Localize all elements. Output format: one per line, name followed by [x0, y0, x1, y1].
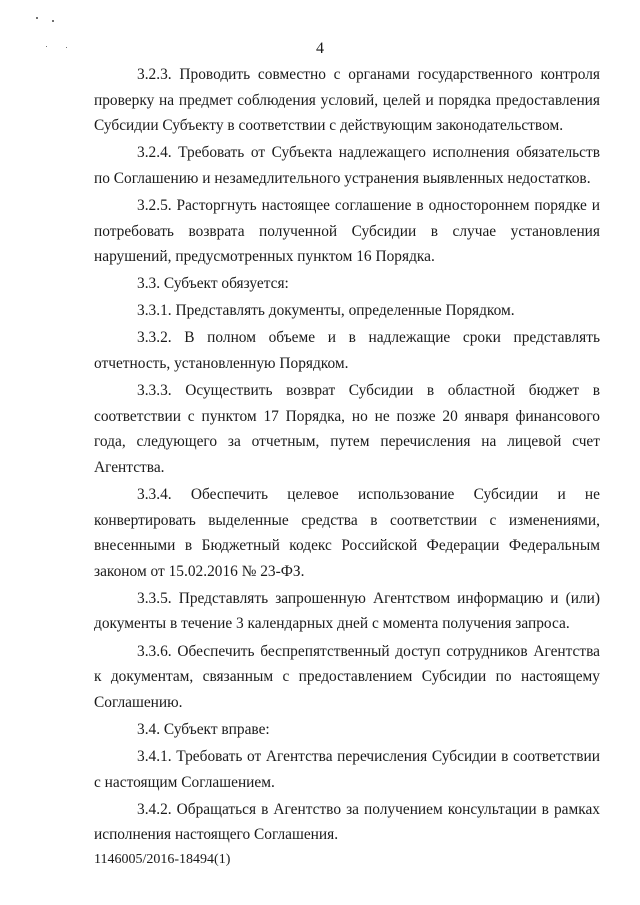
paragraph-3-3-2: 3.3.2. В полном объеме и в надлежащие сроки представлять отчетность, установленную Порядком.	[94, 329, 600, 373]
paragraph-3-2-4: 3.2.4. Требовать от Субъекта надлежащего исполнения обязательств по Соглашению и незамедлительного устранения выявленных недостатков.	[94, 144, 600, 187]
paragraph-3-3-1: 3.3.1. Представлять документы, определенные Порядком.	[137, 302, 515, 320]
paragraph-3-4-1: 3.4.1. Требовать от Агентства перечисления Субсидии в соответствии с настоящим Соглашением.	[94, 747, 600, 791]
scan-speck	[52, 20, 54, 22]
page-number: 4	[316, 40, 324, 57]
document-registration-code: 1146005/2016-18494(1)	[94, 852, 231, 867]
scan-speck	[36, 17, 38, 19]
paragraph-3-3: 3.3. Субъект обязуется:	[137, 275, 289, 293]
paragraph-3-3-4: 3.3.4. Обеспечить целевое использование Субсидии и не конвертировать выделенные средства в соответствии с изменениями, внесенными в Бюджетный кодекс Российской Федерации Федеральным законом от 15.02.2016 № 23-ФЗ.	[94, 486, 600, 580]
paragraph-3-2-3: 3.2.3. Проводить совместно с органами государственного контроля проверку на предмет соблюдения условий, целей и порядка предоставления Субсидии Субъекту в соответствии с действующим законодательством.	[94, 66, 600, 135]
paragraph-3-3-5: 3.3.5. Представлять запрошенную Агентством информацию и (или) документы в течение 3 календарных дней с момента получения запроса.	[94, 589, 600, 633]
paragraph-3-2-5: 3.2.5. Расторгнуть настоящее соглашение в одностороннем порядке и потребовать возврата полученной Субсидии в случае установления нарушений, предусмотренных пунктом 16 Порядка.	[94, 196, 600, 266]
paragraph-3-4: 3.4. Субъект вправе:	[137, 720, 270, 738]
document-body	[94, 62, 600, 849]
paragraph-3-3-6: 3.3.6. Обеспечить беспрепятственный доступ сотрудников Агентства к документам, связанным с предоставлением Субсидии по настоящему Соглашению.	[94, 642, 600, 711]
paragraph-3-3-3: 3.3.3. Осуществить возврат Субсидии в областной бюджет в соответствии с пунктом 17 Порядка, но не позже 20 января финансового года, следующего за отчетным, путем перечисления на лицевой счет Агентства.	[94, 382, 600, 476]
paragraph-3-4-2: 3.4.2. Обращаться в Агентство за получением консультации в рамках исполнения настоящего Соглашения.	[94, 800, 600, 844]
